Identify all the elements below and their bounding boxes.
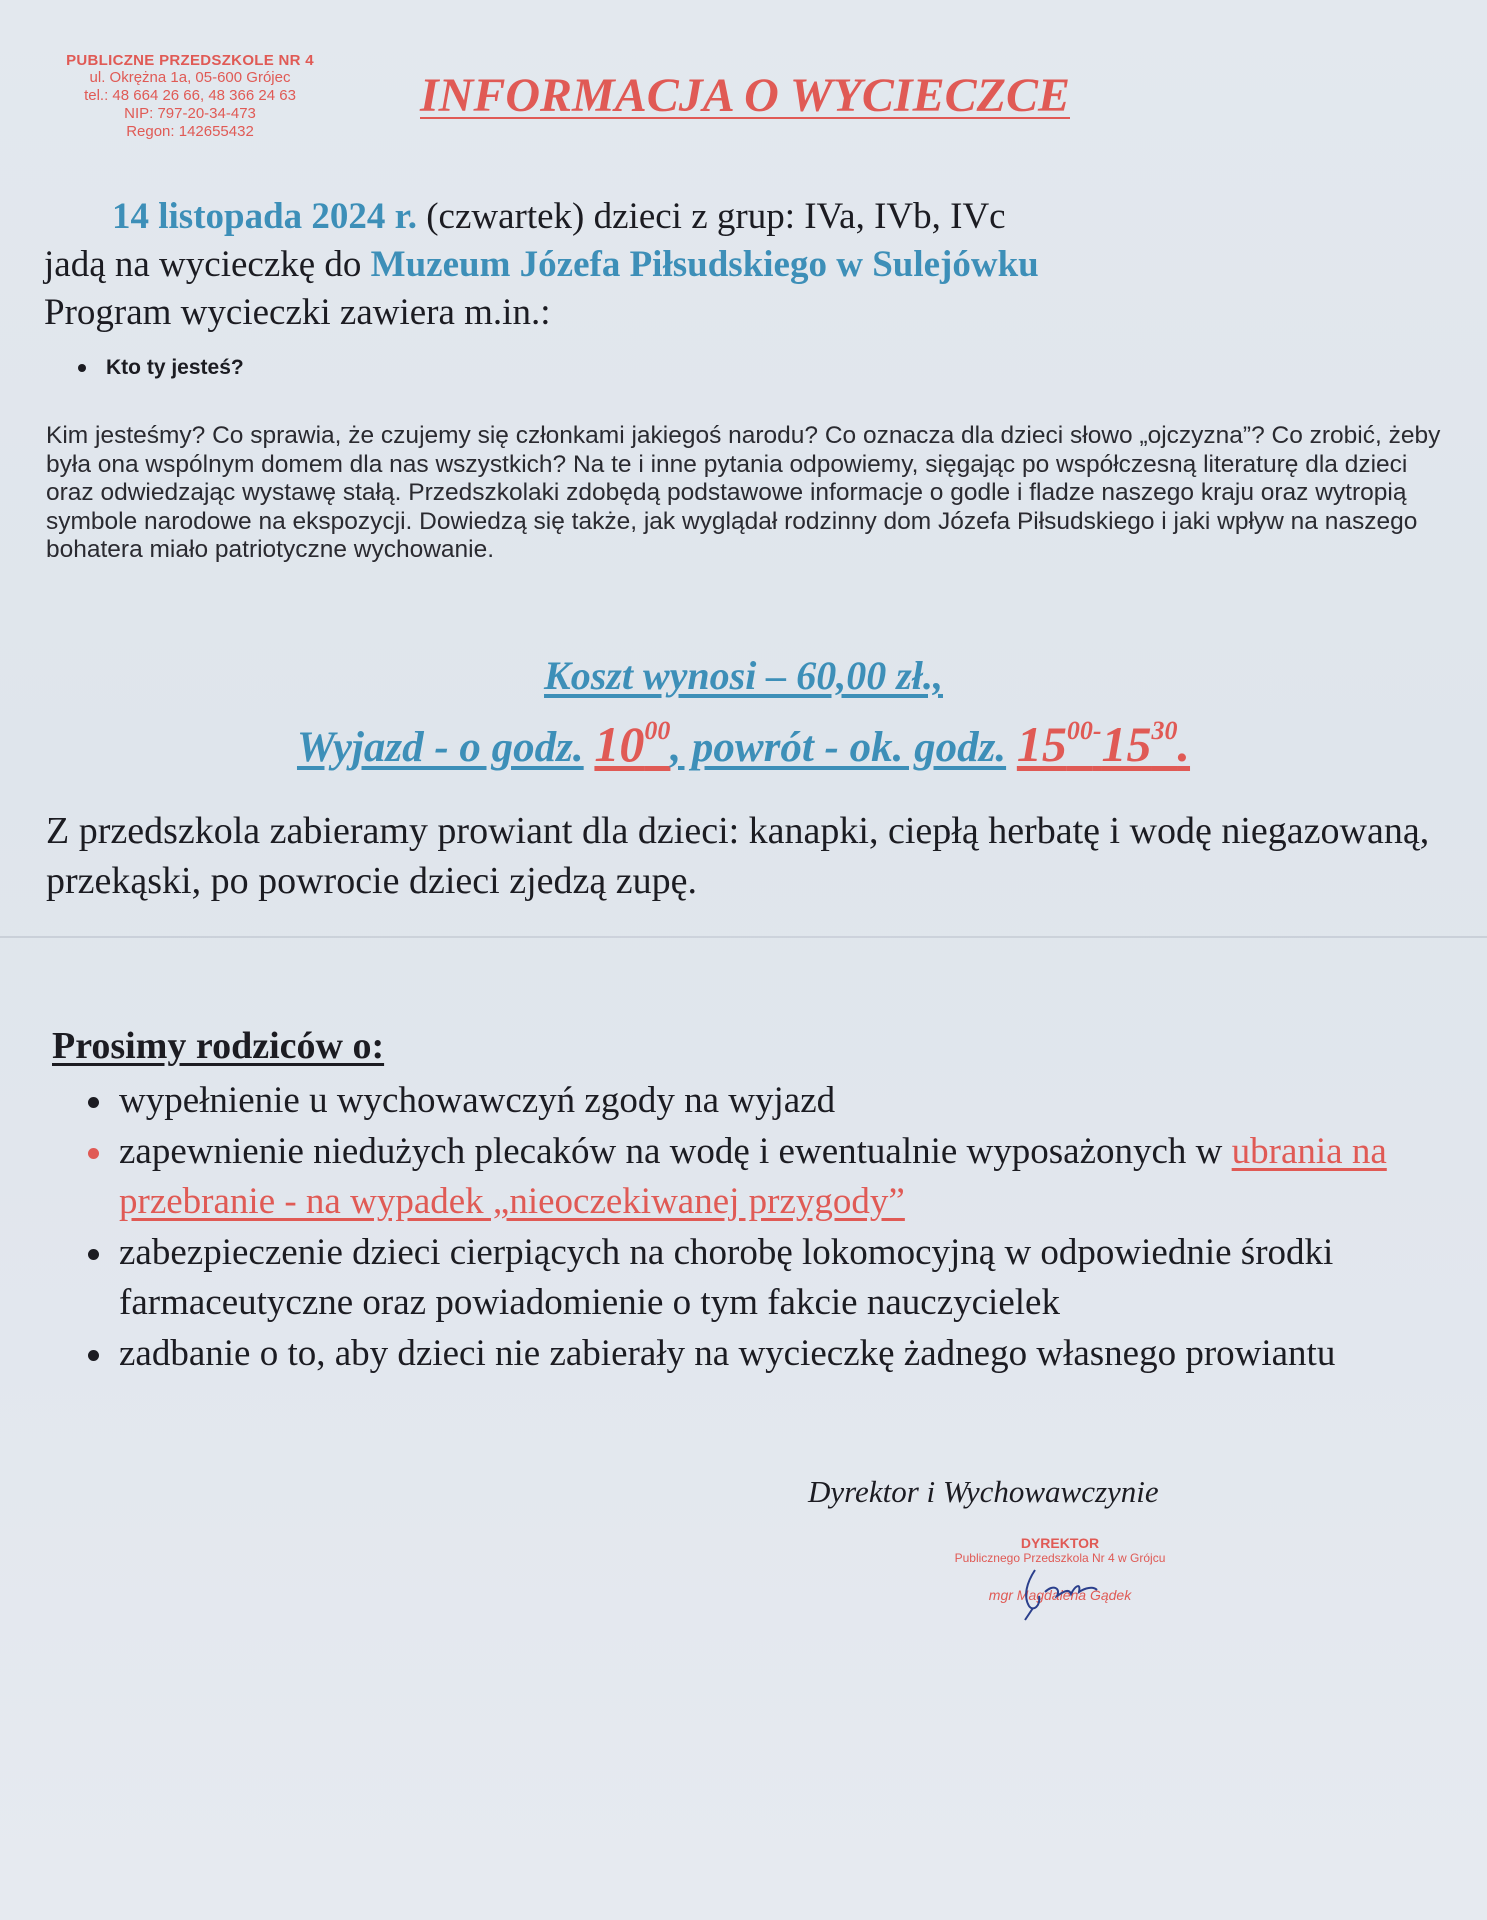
stamp-title: DYREKTOR xyxy=(1020,1535,1100,1551)
bullet-icon xyxy=(88,1097,99,1108)
stamp-institution: Publicznego Przedszkola Nr 4 w Grójcu xyxy=(954,1551,1166,1565)
trip-cost: Koszt wynosi – 60,00 zł., xyxy=(544,653,943,698)
return-separator: - xyxy=(1092,716,1102,745)
bullet-icon xyxy=(88,1148,99,1159)
return-from-hour: 15 xyxy=(1016,716,1067,772)
departure-hour: 10 xyxy=(594,716,645,772)
school-phone: tel.: 48 664 26 66, 48 366 24 63 xyxy=(84,87,296,104)
return-label: , powrót - ok. godz. xyxy=(670,724,1007,771)
trip-date: 14 listopada 2024 r. xyxy=(112,196,417,237)
request-heading: Prosimy rodziców o: xyxy=(52,1025,385,1067)
program-description: Kim jesteśmy? Co sprawia, że czujemy się członkami jakiegoś narodu? Co oznacza dla dzieci słowo „ojczyzna”? Co zrobić, żeby była ona wspólnym domem dla nas wszystkich? Na te i inne pytania odpowiemy, sięgając po współczesną literaturę dla dzieci oraz odwiedzając wystawę stałą. Przedszkolaki zdobędą podstawowe informacje o godle i fladze naszego kraju oraz wytropią symbole narodowe na ekspozycji. Dowiedzą się także, jak wyglądał rodzinny dom Józefa Piłsudskiego i jaki wpływ na naszego bohatera miało patriotyczne wychowanie. xyxy=(46,422,1441,563)
request-list xyxy=(88,1076,1468,1380)
paper-fold xyxy=(0,936,1487,938)
list-item xyxy=(88,1127,1468,1227)
intro-line-2 xyxy=(44,241,1444,289)
list-item xyxy=(88,1329,1468,1379)
school-letterhead xyxy=(40,52,340,141)
bullet-icon xyxy=(88,1350,99,1361)
return-end: . xyxy=(1177,716,1191,772)
departure-minutes: 00 xyxy=(644,716,671,745)
list-item xyxy=(88,1228,1468,1328)
return-from-minutes: 00 xyxy=(1066,716,1093,745)
museum-name: Muzeum Józefa Piłsudskiego w Sulejówku xyxy=(370,244,1039,285)
program-item xyxy=(78,356,244,380)
stamp-name: mgr Magdalena Gądek xyxy=(988,1587,1132,1603)
intro-groups: (czwartek) dzieci z grup: IVa, IVb, IVc xyxy=(416,196,1006,237)
school-address: ul. Okrężna 1a, 05-600 Grójec xyxy=(89,69,291,86)
return-time xyxy=(1017,716,1190,772)
bullet-icon xyxy=(78,364,86,372)
list-item xyxy=(88,1076,1468,1126)
departure-label: Wyjazd - o godz. xyxy=(296,724,584,771)
departure-time xyxy=(594,716,670,772)
request-text: zabezpieczenie dzieci cierpiących na chorobę lokomocyjną w odpowiednie środki farmaceutyczne oraz powiadomienie o tym fakcie nauczycielek xyxy=(119,1232,1334,1323)
intro-line-1 xyxy=(44,193,1444,241)
school-nip: NIP: 797-20-34-473 xyxy=(124,105,256,122)
request-text: zapewnienie niedużych plecaków na wodę i ewentualnie wyposażonych w xyxy=(119,1131,1232,1172)
intro-line-3: Program wycieczki zawiera m.in.: xyxy=(44,292,551,333)
school-regon: Regon: 142655432 xyxy=(126,123,254,140)
page-title: INFORMACJA O WYCIECZCE xyxy=(420,69,1070,122)
request-text: wypełnienie u wychowawczyń zgody na wyjazd xyxy=(119,1080,836,1121)
provisions-text: Z przedszkola zabieramy prowiant dla dzieci: kanapki, ciepłą herbatę i wodę niegazowaną, przekąski, po powrocie dzieci zjedzą zupę. xyxy=(46,810,1430,902)
signature-icon xyxy=(1005,1562,1115,1622)
request-highlight: ubrania na przebranie - na wypadek „nieoczekiwanej przygody” xyxy=(119,1131,1387,1222)
school-name: PUBLICZNE PRZEDSZKOLE NR 4 xyxy=(66,52,314,69)
intro-destination-prefix: jadą na wycieczkę do xyxy=(44,244,371,285)
bullet-icon xyxy=(88,1249,99,1260)
trip-intro xyxy=(44,193,1444,337)
return-to-minutes: 30 xyxy=(1151,716,1178,745)
return-to-hour: 15 xyxy=(1101,716,1152,772)
request-text: zadbanie o to, aby dzieci nie zabierały na wycieczkę żadnego własnego prowiantu xyxy=(119,1333,1336,1374)
trip-times xyxy=(0,715,1487,773)
signoff: Dyrektor i Wychowawczynie xyxy=(808,1474,1159,1509)
program-item-label: Kto ty jesteś? xyxy=(106,356,244,379)
